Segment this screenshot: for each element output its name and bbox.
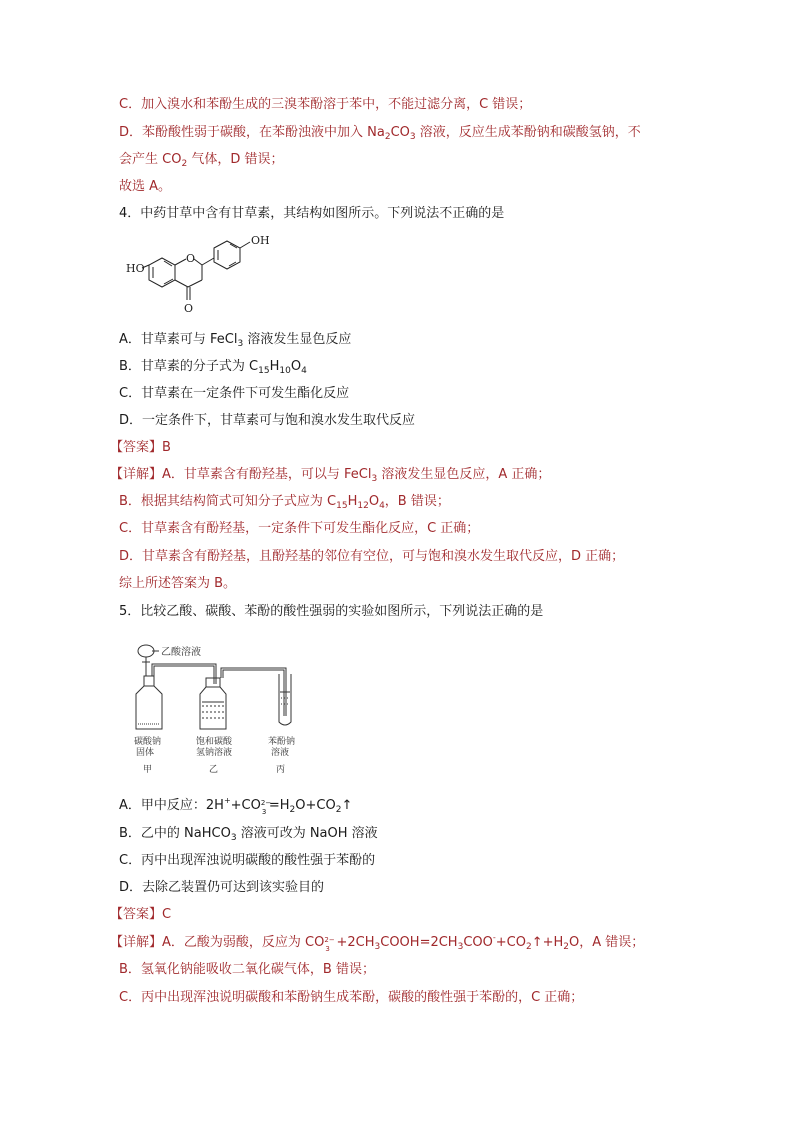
funnel-label: 乙酸溶液 <box>161 647 201 658</box>
bottle-yi-label-2: 氢钠溶液 <box>196 748 233 758</box>
tube-bing-label-2: 溶液 <box>271 748 290 758</box>
q5-detail-c: C．丙中出现浑浊说明碳酸和苯酚钠生成苯酚，碳酸的酸性强于苯酚的，C 正确； <box>119 990 584 1005</box>
flask-jia-label-1: 碳酸钠 <box>134 737 162 747</box>
tube-bing-label-1: 苯酚钠 <box>268 737 296 747</box>
ho-label: HO <box>126 262 145 275</box>
prev-option-c: C．加入溴水和苯酚生成的三溴苯酚溶于苯中，不能过滤分离，C 错误； <box>119 97 532 112</box>
q4-detail-b: B．根据其结构简式可知分子式应为 $C_{15}H_{12}O_4$，B 错误； <box>119 494 450 511</box>
q4-option-b: B．甘草素的分子式为 $C_{15}H_{10}O_4$ <box>119 359 307 376</box>
q4-option-a: A．甘草素可与 FeCl$_3$ 溶液发生显色反应 <box>119 332 352 349</box>
q4-option-c: C．甘草素在一定条件下可发生酯化反应 <box>119 386 350 401</box>
flask-jia-label-2: 固体 <box>136 748 155 758</box>
q5-stem: 5．比较乙酸、碳酸、苯酚的酸性强弱的实验如图所示，下列说法正确的是 <box>119 604 544 619</box>
yi-label: 乙 <box>209 765 219 775</box>
q5-option-a: A．甲中反应：2H++CO 2− 3 $=H_2O+CO_2↑$ <box>119 796 353 816</box>
bottle-yi-label-1: 饱和碳酸 <box>196 737 233 747</box>
carbonyl-oxygen-label: O <box>184 302 194 315</box>
q4-detail-a: 【详解】A．甘草素含有酚羟基，可以与 FeCl$_3$ 溶液发生显色反应，A 正确； <box>110 467 551 484</box>
q5-option-c: C．丙中出现浑浊说明碳酸的酸性强于苯酚的 <box>119 853 376 868</box>
q5-answer: 【答案】C <box>110 907 172 922</box>
q4-detail-c: C．甘草素含有酚羟基，一定条件下可发生酯化反应，C 正确； <box>119 521 480 536</box>
q4-stem: 4．中药甘草中含有甘草素，其结构如图所示。下列说法不正确的是 <box>119 206 505 221</box>
acid-comparison-apparatus <box>126 634 316 776</box>
q5-detail-b: B．氢氧化钠能吸收二氧化碳气体，B 错误； <box>119 962 375 977</box>
prev-option-d-cont: 会产生 $CO_2$ 气体，D 错误； <box>119 152 284 169</box>
q4-detail-d: D．甘草素含有酚羟基，且酚羟基的邻位有空位，可与饱和溴水发生取代反应，D 正确； <box>119 549 625 564</box>
prev-conclusion: 故选 A。 <box>119 179 172 194</box>
q4-option-d: D．一定条件下，甘草素可与饱和溴水发生取代反应 <box>119 413 416 428</box>
ring-oxygen-label: O <box>186 252 196 265</box>
liquiritigenin-structure <box>124 230 294 326</box>
bing-label: 丙 <box>276 765 286 775</box>
oh-label: OH <box>251 234 270 247</box>
q4-answer: 【答案】B <box>110 440 171 455</box>
jia-label: 甲 <box>143 765 153 775</box>
q5-option-d: D．去除乙装置仍可达到该实验目的 <box>119 880 325 895</box>
q5-detail-a: 【详解】A．乙酸为弱酸，反应为 CO 2− 3 $+2CH_3COOH=2CH_3COO^-+CO_2↑+H_2O$，A 错误； <box>110 933 645 953</box>
q4-summary: 综上所述答案为 B。 <box>119 576 237 591</box>
q5-option-b: B．乙中的 NaHCO$_3$ 溶液可改为 NaOH 溶液 <box>119 826 378 843</box>
prev-option-d: D．苯酚酸性弱于碳酸，在苯酚浊液中加入 $Na_2CO_3$ 溶液，反应生成苯酚钠和碳酸氢钠，不 <box>119 125 641 142</box>
